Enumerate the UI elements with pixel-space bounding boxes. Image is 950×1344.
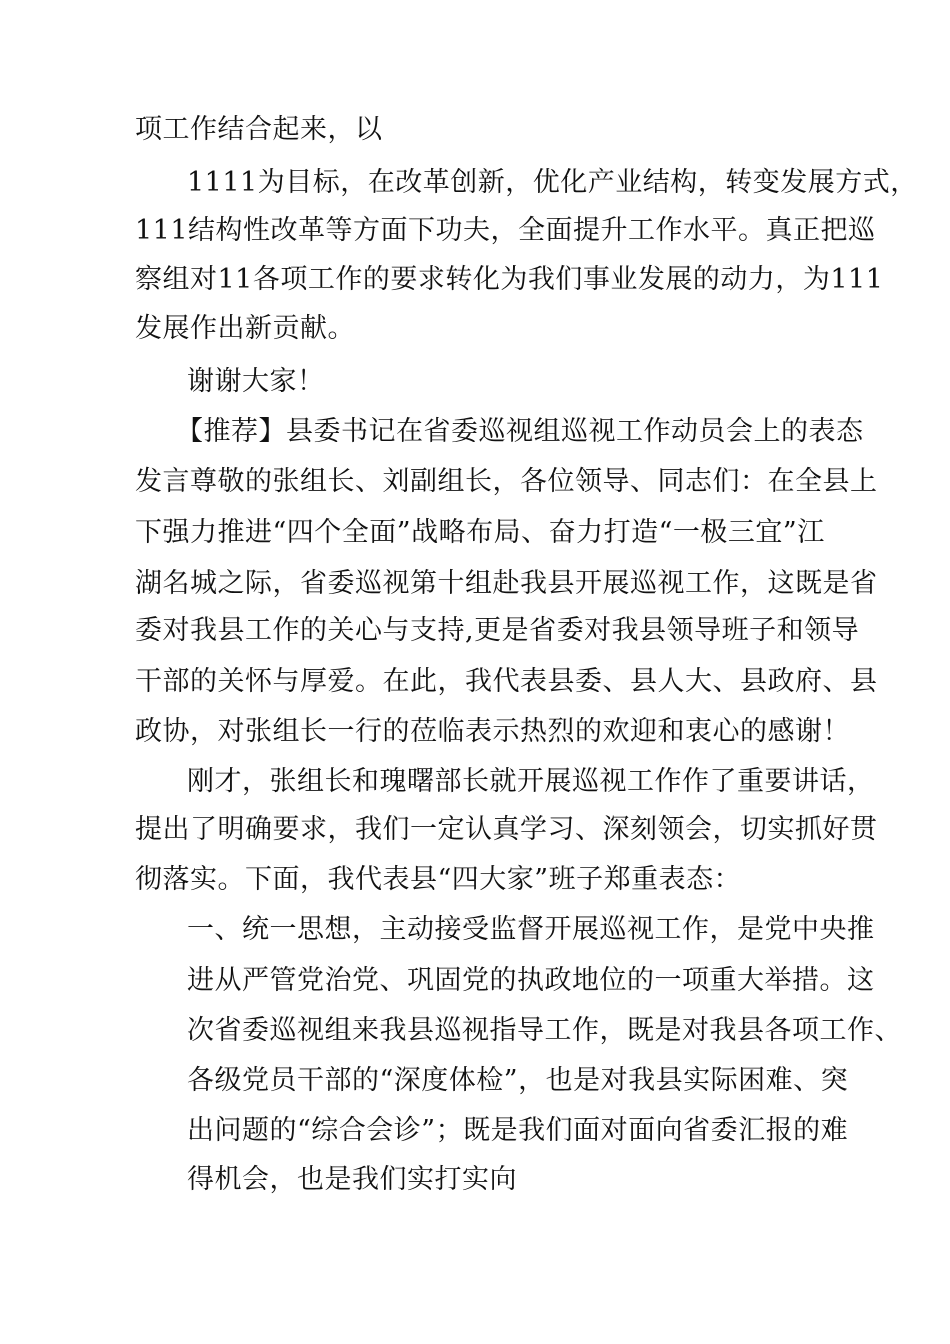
text-line: 进从严管党治党、巩固党的执政地位的一项重大举措。这 bbox=[187, 965, 875, 996]
text-line: 111结构性改革等方面下功夫，全面提升工作水平。真正把巡 bbox=[135, 215, 876, 246]
text-line: 1111为目标，在改革创新，优化产业结构，转变发展方式， bbox=[187, 167, 918, 198]
text-line: 次省委巡视组来我县巡视指导工作，既是对我县各项工作、 bbox=[187, 1015, 902, 1046]
text-line: 得机会，也是我们实打实向 bbox=[187, 1164, 517, 1195]
text-line: 察组对11各项工作的要求转化为我们事业发展的动力，为111 bbox=[135, 264, 884, 295]
text-line: 干部的关怀与厚爱。在此，我代表县委、县人大、县政府、县 bbox=[135, 666, 878, 697]
text-line: 【推荐】县委书记在省委巡视组巡视工作动员会上的表态 bbox=[176, 416, 864, 447]
text-line: 下强力推进“四个全面”战略布局、奋力打造“一极三宜”江 bbox=[135, 517, 825, 548]
text-line: 项工作结合起来，以 bbox=[135, 114, 383, 145]
text-line: 各级党员干部的“深度体检”，也是对我县实际困难、突 bbox=[187, 1065, 849, 1096]
text-line: 湖名城之际，省委巡视第十组赴我县开展巡视工作，这既是省 bbox=[135, 568, 878, 599]
text-line: 一、统一思想，主动接受监督开展巡视工作，是党中央推 bbox=[187, 914, 875, 945]
text-line: 发展作出新贡献。 bbox=[135, 313, 355, 344]
text-line: 出问题的“综合会诊”；既是我们面对面向省委汇报的难 bbox=[187, 1115, 849, 1146]
text-line: 政协，对张组长一行的莅临表示热烈的欢迎和衷心的感谢！ bbox=[135, 716, 850, 747]
text-line: 委对我县工作的关心与支持,更是省委对我县领导班子和领导 bbox=[135, 615, 860, 646]
text-line: 发言尊敬的张组长、刘副组长，各位领导、同志们：在全县上 bbox=[135, 466, 878, 497]
text-line: 提出了明确要求，我们一定认真学习、深刻领会，切实抓好贯 bbox=[135, 814, 878, 845]
text-line: 彻落实。下面，我代表县“四大家”班子郑重表态： bbox=[135, 864, 742, 895]
text-line: 谢谢大家！ bbox=[187, 366, 325, 397]
text-line: 刚才，张组长和瑰曙部长就开展巡视工作作了重要讲话， bbox=[187, 766, 875, 797]
